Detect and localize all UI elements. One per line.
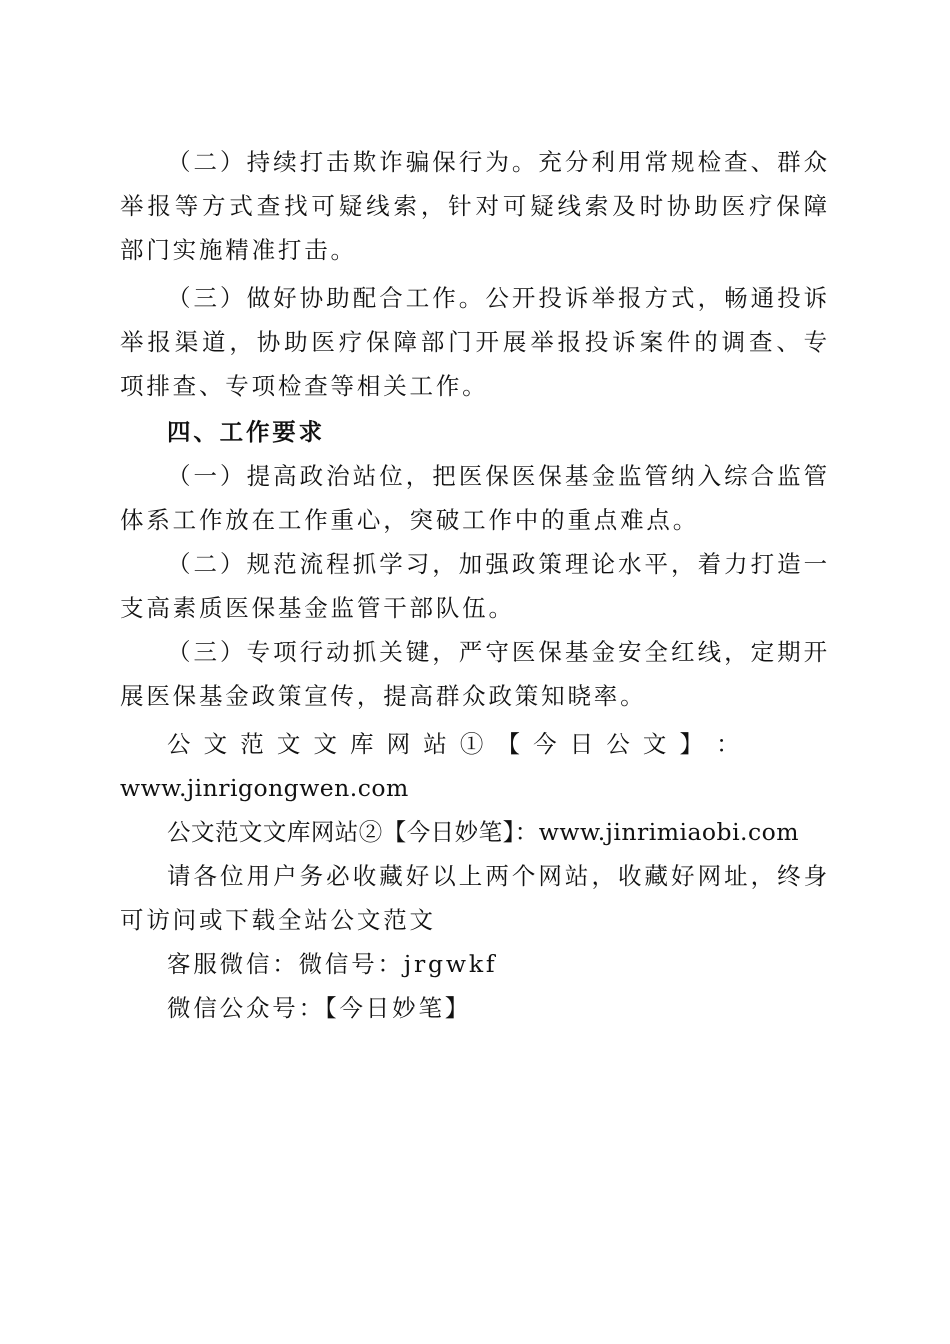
paragraph-special-action: （三）专项行动抓关键，严守医保基金安全红线，定期开展医保基金政策宣传，提高群众政策知晓率。 (120, 638, 830, 710)
footer-wechat-service: 客服微信：微信号：jrgwkf (167, 950, 498, 978)
footer-wechat-public: 微信公众号：【今日妙笔】 (167, 994, 472, 1022)
section-heading-requirements: 四、工作要求 (167, 418, 325, 446)
footer-site2[interactable]: 公文范文文库网站②【今日妙笔】：www.jinrimiaobi.com (167, 818, 799, 846)
paragraph-cooperation: （三）做好协助配合工作。公开投诉举报方式，畅通投诉举报渠道，协助医疗保障部门开展举报投诉案件的调查、专项排查、专项检查等相关工作。 (120, 284, 830, 400)
footer-notice: 请各位用户务必收藏好以上两个网站，收藏好网址，终身可访问或下载全站公文范文 (120, 862, 830, 934)
footer-site1-label: 公 文 范 文 文 库 网 站 ① 【 今 日 公 文 】 ： (167, 730, 743, 758)
paragraph-political-position: （一）提高政治站位，把医保医保基金监管纳入综合监管体系工作放在工作重心，突破工作中的重点难点。 (120, 462, 830, 534)
paragraph-fight-fraud: （二）持续打击欺诈骗保行为。充分利用常规检查、群众举报等方式查找可疑线索，针对可疑线索及时协助医疗保障部门实施精准打击。 (120, 148, 830, 264)
paragraph-standardize-learning: （二）规范流程抓学习，加强政策理论水平，着力打造一支高素质医保基金监管干部队伍。 (120, 550, 830, 622)
footer-site1-url[interactable]: www.jinrigongwen.com (120, 774, 409, 802)
